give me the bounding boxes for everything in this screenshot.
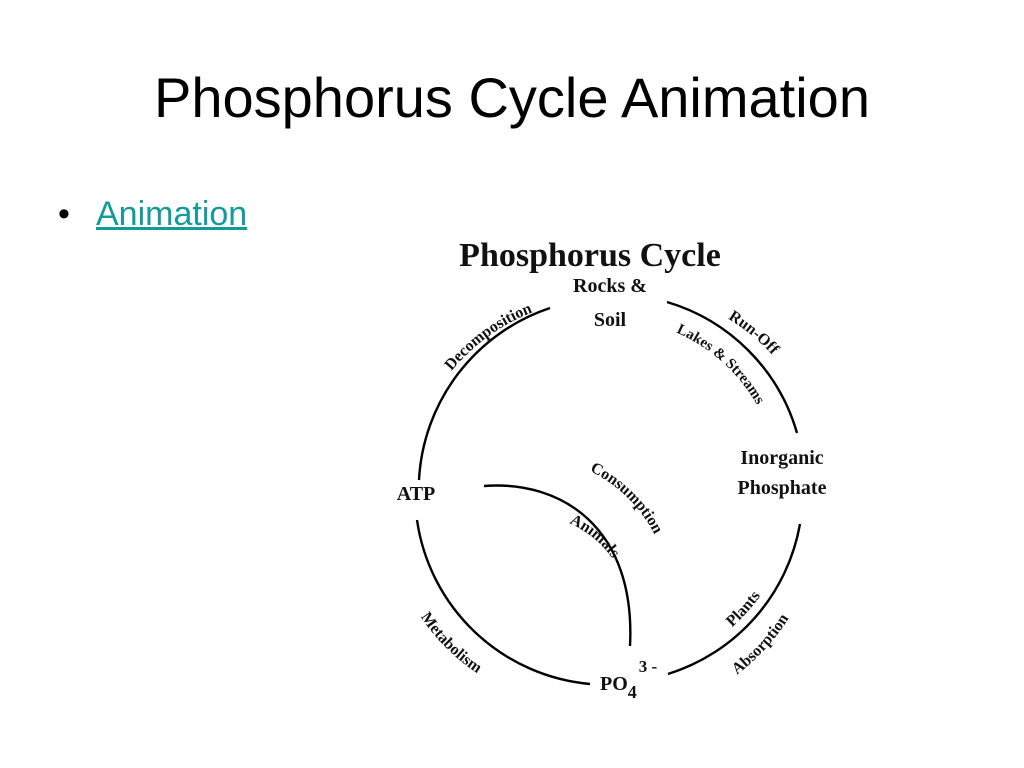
process-plants	[723, 588, 764, 630]
node-rocks-line2: Soil	[593, 309, 627, 331]
node-inorganic-line1: Inorganic	[740, 447, 824, 469]
node-inorganic-line2: Phosphate	[737, 477, 827, 499]
arc-plants-absorption	[668, 524, 800, 674]
process-metabolism	[417, 609, 485, 677]
process-metabolism-path: Metabolism	[417, 609, 485, 677]
node-rocks-line1: Rocks &	[573, 275, 647, 297]
process-plants-path: Plants	[723, 587, 764, 631]
bullet-item	[58, 192, 247, 236]
process-decomposition	[442, 300, 535, 374]
arc-metabolism	[417, 520, 590, 684]
process-lakes-streams-path: Lakes & Streams	[674, 321, 768, 408]
po4-base: PO	[600, 673, 628, 695]
animation-link[interactable]: Animation	[96, 195, 248, 233]
po4-superscript: 3 -	[638, 657, 658, 676]
po4-subscript: 4	[627, 682, 637, 702]
phosphorus-cycle-diagram	[362, 228, 862, 718]
node-po4	[600, 657, 658, 702]
diagram-title: Phosphorus Cycle	[459, 237, 721, 274]
slide-title: Phosphorus Cycle Animation	[154, 66, 870, 129]
process-consumption	[588, 459, 666, 536]
process-run-off	[726, 308, 783, 359]
process-consumption-path: Consumption	[587, 459, 666, 537]
process-absorption-path: Absorption	[728, 610, 793, 679]
bullet-dot: •	[58, 195, 70, 233]
node-atp: ATP	[396, 483, 436, 505]
process-animals	[567, 511, 623, 561]
process-run-off-path: Run-Off	[725, 307, 782, 358]
process-decomposition-path: Decomposition	[441, 300, 535, 374]
cycle-svg	[362, 228, 862, 718]
process-animals-path: Animals	[567, 511, 624, 562]
arc-consumption	[484, 486, 630, 646]
